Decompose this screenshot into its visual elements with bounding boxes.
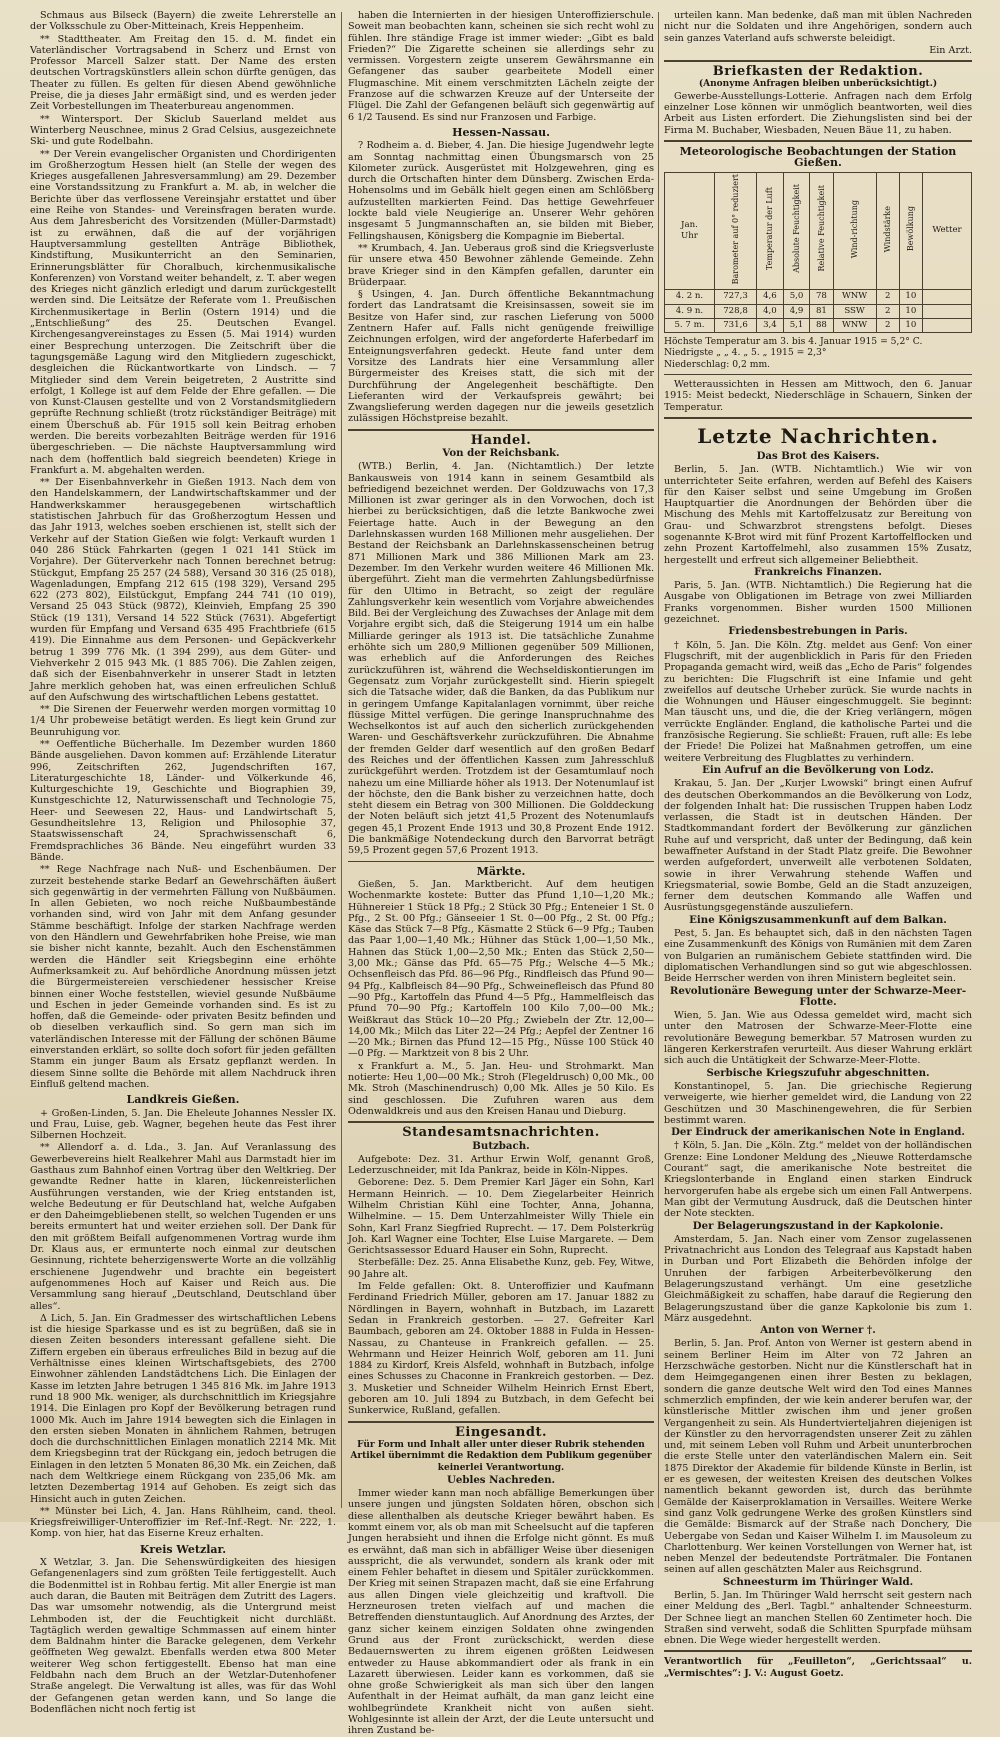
table-cell: WNW (833, 318, 876, 332)
subheading-reichsbank: Von der Reichsbank. (442, 446, 560, 459)
subheading: Frankreichs Finanzen. (754, 565, 882, 578)
table-cell: 88 (810, 318, 833, 332)
header-label: Temperatur der Luft (765, 187, 775, 271)
briefkasten-note: (Anonyme Anfragen bleiben unberücksichtigt.) (698, 79, 938, 90)
weather-header-cell (714, 172, 756, 290)
article-paragraph: Wien, 5. Jan. Wie aus Odessa gemeldet wird, macht sich unter den Matrosen der Schwarze-Meer-Flotte eine revolutionäre Bewegung bemerkbar. 57 Matrosen wurden zu längeren Kerkerstrafen verurteilt. Aus dieser Wahrung erklärt sich auch die Untätigkeit der Schwarze-Meer-Flotte. (664, 1010, 972, 1067)
section-divider (664, 1650, 972, 1652)
article-paragraph: ** Die Sirenen der Feuerwehr werden morgen vormittag 10 1/4 Uhr probeweise betätigt werden. Es liegt kein Grund zur Beunruhigung vor. (30, 704, 336, 738)
section-heading-eingesandt: Eingesandt. (455, 1424, 547, 1440)
cell-value: 4. (675, 291, 684, 302)
header-label: Relative Feuchtigkeit (816, 185, 826, 273)
table-cell (665, 318, 715, 332)
article-paragraph: (WTB.) Berlin, 4. Jan. (Nichtamtlich.) Der letzte Bankausweis von 1914 kann in seinem Gesamtbild als befriedigend bezeichnet werden. Der Goldzuwachs von 17,3 Millionen ist zwar geringer als in den Vorwochen, doch ist hierbei zu berücksichtigen, daß die letzte Bankwoche zwei Feiertage hatte. Auch in der Bewegung an den Darlehnskassen wurden 168 Millionen mehr ausgeliehen. Der Bestand der Reichsbank an Darlehnskassenscheinen betrug 871 Millionen Mark und 386 Millionen Mark am 23. Dezember. Im den Verkehr wurden weitere 46 Millionen Mk. übergeführt. Zieht man die vermehrten Zahlungsbedürfnisse für den Ultimo in Betracht, so zeigt der reguläre Zahlungsverkehr kein wesentlich vom Vorjahre abweichendes Bild. Bei der Vergleichung des Zuwachses der Anlage mit dem Vorjahre ergibt sich, daß die Steigerung 1914 um ein halbe Milliarde geringer als 1913 ist. Die tatsächliche Zunahme erhöhte sich um 280,9 Millionen gegenüber 509 Millionen, was erheblich auf die Anforderungen des Reiches zurückzuführen ist, während die Wechseldiskontierungen im Gegensatz zum Vorjahr zurückgestellt sind. Hierin spiegelt sich die Tatsache wider, daß die Banken, da das Publikum nur in geringem Umfange Kapitalanlagen vornimmt, über reiche flüssige Mittel verfügen. Die geringe Inanspruchnahme des Wechselkontos ist auf auch den sicherlich zurückgehenden Waren- und Geschäftsverkehr zurückzuführen. Die Abnahme der fremden Gelder darf wesentlich auf den großen Bedarf des Reiches und der öffentlichen Kassen zum Jahresschluß zurückgeführt werden. Trotzdem ist der Gesamtumlauf noch nahezu um eine Milliarde höher als 1913. Der Notenumlauf ist der höchste, den die Bank bisher zu verzeichnen hatte, doch steht diesem ein Betrag von 300 Millionen. Die Golddeckung der Noten beläuft sich jetzt 41,5 Prozent des Notenumlaufs gegen 45,1 Prozent Ende 1913 und 30,8 Prozent Ende 1912. Die bankmäßige Notendeckung durch den Barvorrat beträgt 59,5 Prozent gegen 57,6 Prozent 1913. (348, 461, 654, 857)
article-paragraph: Krakau, 5. Jan. Der „Kurjer Lwowski“ bringt einen Aufruf des deutschen Oberkommandos an die Bevölkerung von Lodz, der folgenden Inhalt hat: Die russischen Truppen haben Lodz verlassen, die Stadt ist in deutschen Händen. Der Stadtkommandant fordert der Bevölkerung zur gänzlichen Ruhe auf und verspricht, daß unter der Bedingung, daß kein bewaffneter Aufstand in der Stadt Platz greife. Die Bewohner werden aufgefordert, unverweilt alle verbotenen Soldaten, sowie in ihrer Verwahrung stehende Waffen und Kriegsmaterial, sowie Bombe, Geld an die Stadt anzuzeigen, ferner dem deutschen Kommando alle Waffen und Ausrüstungsgegenstände auszuliefern. (664, 778, 972, 914)
article-paragraph: Χ Wetzlar, 3. Jan. Die Sehenswürdigkeiten des hiesigen Gefangenenlagers sind zum größten Teile fertiggestellt. Auch die Bodenmittel ist in Rohbau fertig. Mit aller Energie ist man auch daran, die Bauten mit Beiträgen dem Zutritt des Lagers. Das war umsomehr notwendig, als die Untergrund meist Lehmboden ist, der die Feuchtigkeit nicht durchläßt. Tagtäglich werden gewaltige Schmmassen auf einem hinter dem Baldnahm hinter die Baracke gelegenen, dem Verkehr geöffneten Weg gewalzt. Ebenfalls werden etwa 800 Meter weiterer Weg schon fertiggestellt. Ebenso hat man eine Feldbahn nach dem Bruch an der Wetzlar-Dutenhofener Straße angelegt. Die Verwaltung ist alles, was für das Wohl der Gefangenen getan werden kann, und So lange die Bodenflächen nicht noch fertig ist (30, 1557, 336, 1715)
table-cell: 2 (876, 304, 899, 318)
weather-header-cell (783, 172, 810, 290)
header-label: Wetter (932, 225, 962, 236)
subheading: Das Brot des Kaisers. (756, 449, 880, 462)
subheading: Ein Aufruf an die Bevölkerung von Lodz. (702, 763, 934, 776)
section-divider (664, 417, 972, 419)
column-rule (658, 12, 659, 1508)
footer-responsible-editor: Verantwortlich für „Feuilleton“, „Gerichtssaal“ u. „Vermischtes“: J. V.: August Goetz. (664, 1656, 972, 1679)
section-divider (664, 60, 972, 62)
table-cell: 4,0 (757, 304, 784, 318)
section-divider (348, 1121, 654, 1123)
article-paragraph: Δ Lich, 5. Jan. Ein Gradmesser des wirtschaftlichen Lebens ist die hiesige Sparkasse und es ist zu begrüßen, daß sie in diesen Zeiten besonders interessant gefallene sieht. Die Ziffern ergeben ein überaus erfreuliches Bild in bezug auf die Verhältnisse eines kleinen Wirtschaftsgebiets, des 2700 Einwohner zählenden Landstädtchens Lich. Die Einlagen der Kasse im letzten Jahre betrugen 1 345 816 Mk. im Jahre 1913 rund 18 900 Mk. weniger, als durchschnittlich im Kriegsjahre 1914. Die Einlagen pro Kopf der Bevölkerung betragen rund 1000 Mk. Auch im Jahre 1914 bewegten sich die Einlagen in den ersten sieben Monaten in ähnlichem Rahmen, betrugen doch die durchschnittlichen Einlagen monatlich 2214 Mk. Mit dem Kriegsbeginn trat der Rückgang ein, jedoch betrugen die Einlagen in den letzten 5 Monaten 86,30 Mk. ein Zeichen, daß nach dem Weltkriege einem Rückgang von 235,06 Mk. am letzten Dezembertag 1914 auf Gehoben. Es zeigt sich das Hinsicht auch in guten Zeichen. (30, 1312, 336, 1505)
subheading: Der Eindruck der amerikanischen Note in England. (671, 1126, 965, 1139)
subheading: Der Belagerungszustand in der Kapkolonie. (692, 1219, 944, 1232)
section-heading-wetter: Meteorologische Beobachtungen der Station Gießen. (679, 144, 957, 170)
table-cell: 10 (899, 304, 922, 318)
cell-value: 2 n. (686, 291, 704, 302)
article-paragraph: urteilen kann. Man bedenke, daß man mit üblen Nachreden nicht nur die Soldaten und ihre Angehörigen, sondern auch sein ganzes Vaterland aufs schwerste beleidigt. (664, 10, 972, 44)
table-cell (665, 290, 715, 304)
table-row (665, 318, 972, 332)
article-paragraph: ** Krumbach, 4. Jan. Ueberaus groß sind die Kriegsverluste für unsere etwa 450 Bewohner zählende Gemeinde. Zehn brave Krieger sind in den Kämpfen gefallen, darunter ein Brüderpaar. (348, 242, 654, 288)
article-paragraph: ? Rodheim a. d. Bieber, 4. Jan. Die hiesige Jugendwehr legte am Sonntag nachmittag einen Übungsmarsch von 25 Kilometer zurück. Ausgerüstet mit Holzgewehren, ging es durch die Ortschaften hinter dem Dünsberg. Zwischen Erda-Hohensolms und im Gebälk hielt gegen einen am Schlößberg aufzustellten markierten Feind. Das hettige Gewehrfeuer lockte bald viele Neugierige an. Unserer Wehr gehören insgesamt 5 Jungmannschaften an, sie bilden mit Bieber, Fellingshausen, Königsberg die Kompagnie im Biebertal. (348, 140, 654, 242)
section-heading-landkreis: Landkreis Gießen. (126, 1093, 240, 1107)
weather-header-cell (876, 172, 899, 290)
article-paragraph: ** Allendorf a. d. Lda., 3. Jan. Auf Veranlassung des Gewerbevereins hielt Realkehrer Mahl aus Darmstadt hier im Gasthaus zum Bahnhof einen Vortrag über den Weltkrieg. Der gewandte Redner hatte in klaren, lückenreisterlichen Ausführungen verstanden, wie der Krieg entstanden ist, welche Bedeutung er für Deutschland hat, welche Aufgaben er den Daheimgebliebenen stellt, so welchen Tugenden er uns bereits ermuntert hat und weiter erziehen soll. Der Dank für den mit größtem Beifall aufgenommenen Vortrag wurde ihm Dr. Klaus aus, er ermunterte noch einmal zur deutschen Gesinnung, richtete beherzigenswerte Worte an die vollzählig erschienene Jugendwehr und brachte ein begeistert aufgenommenes Hoch auf Kaiser und Reich aus. Die Versammlung sang hierauf „Deutschland, Deutschland über alles“. (30, 1142, 336, 1312)
table-cell: 78 (810, 290, 833, 304)
weather-header-cell (899, 172, 922, 290)
article-paragraph: Sterbefälle: Dez. 25. Anna Elisabethe Kunz, geb. Fey, Witwe, 90 Jahre alt. (348, 1257, 654, 1280)
table-cell: 5,0 (783, 290, 810, 304)
cell-value: 7 m. (685, 319, 705, 330)
table-cell: 4,6 (757, 290, 784, 304)
article-paragraph: Pest, 5. Jan. Es behauptet sich, daß in den nächsten Tagen eine Zusammenkunft des Königs von Rumänien mit dem Zaren von Bulgarien an rumänischem Gebiete stattfinden wird. Die diplomatischen Verhandlungen sind so gut wie abgeschlossen. Beide Herrscher werden von ihren Ministern begleitet sein. (664, 928, 972, 985)
section-heading-standesamt: Standesamtsnachrichten. (402, 1125, 600, 1141)
table-cell: SSW (833, 304, 876, 318)
article-paragraph: haben die Internierten in der hiesigen Unteroffizierschule. Soweit man beobachten kann, scheinen sie sich recht wohl zu fühlen. Ihre ständige Frage ist immer wieder: „Gibt es bald Frieden?“ Die Zigarette scheinen sie allerdings sehr zu vermissen. Vorgestern zeigte unserem Gewährsmanne ein Gefangener das sauber gearbeitete Modell einer Flugmaschine. Mit einem verschmitzten Lächeln zeigte der Franzose auf die schwarzen Kreuze auf der Unterseite der Flügel. Die Zahl der Gefangenen beläuft sich gegenwärtig auf 6 1/2 Tausend. Es sind nur Franzosen und Farbige. (348, 10, 654, 123)
weather-header-cell (833, 172, 876, 290)
article-paragraph: Amsterdam, 5. Jan. Nach einer vom Zensor zugelassenen Privatnachricht aus London des Telegraaf aus Kapstadt haben in Durban und Port Elizabeth die Behörden infolge der Unruhen der farbigen Arbeiterbevölkerung den Belagerungszustand verhängt. Um eine gesetzliche Gleichmäßigkeit zu schaffen, habe darauf die Regierung den Belagerungszustand über die ganze Kapkolonie bis zum 1. März ausgedehnt. (664, 1233, 972, 1324)
article-paragraph: ** Der Eisenbahnverkehr in Gießen 1913. Nach dem von den Handelskammern, der Landwirtschaftskammer und der Handwerkskammer herausgegebenen wirtschaftlich statistischen Jahrbuch für das Großherzogtum Hessen und das Jahr 1913, welches soeben erschienen ist, stellt sich der Verkehr auf der Station Gießen wie folgt: Verkauft wurden 1 040 286 Stück Fahrkarten (gegen 1 021 141 Stück im Vorjahre). Der Güterverkehr nach Tonnen berechnet betrug: Stückgut, Empfang 25 257 (24 588), Versand 30 316 (25 018), Wagenladungen, Empfang 212 615 (198 329), Versand 295 622 (273 802), Eilstückgut, Empfang 244 741 (10 019), Versand 25 043 Stück (9872), Kleinvieh, Empfang 25 390 Stück (19 131), Versand 14 522 Stück (7631). Abgefertigt wurden für Empfang und Versand 635 495 Frachtbriefe (615 419). Die Einnahme aus dem Personen- und Gepäckverkehr betrug 1 399 776 Mk. (1 394 299), aus dem Güter- und Viehverkehr 2 015 943 Mk. (1 885 706). Die Zahlen zeigen, daß sich der Eisenbahnverkehr in unserer Stadt in letzten Jahre merklich gehoben hat, was einen erfreulichen Schluß auf den Aufschwung des wirtschaftlichen Lebens gestattet. (30, 477, 336, 703)
article-paragraph: Berlin, 5. Jan. (WTB. Nichtamtlich.) Wie wir von unterrichteter Seite erfahren, werden auf Befehl des Kaisers für den Kaiser selbst und seine Umgebung im Großen Hauptquartier die Anordnungen der Behörden über die Mischung des Mehls mit Kartoffelzusatz zur Bereitung von Grau- und Schwarzbrot strengstens befolgt. Dieses sogenannte K-Brot wird mit fünf Prozent Kartoffelflocken und zehn Prozent Kartoffelmehl, also zusammen 15% Zusatz, hergestellt und erfreut sich allgemeiner Beliebtheit. (664, 464, 972, 566)
weather-table (664, 172, 972, 334)
weather-header-cell (923, 172, 972, 290)
article-paragraph: Immer wieder kann man noch abfällige Bemerkungen über unsere jungen und jüngsten Soldaten hören, obschon sich diese allenthalben als deutsche Krieger bewährt haben. Es kommt einem vor, als ob man mit Scheelsucht auf die tapferen Jungen herabsieht und ihnen die Erfolge nicht gönnt. Es muß es erwähnt, daß man sich in abfälliger Weise über diesenigen ausspricht, die als verwundet, sondern als krank oder mit einem Fehler behaftet in diesem und Spitäler zurückkommen. Der Krieg mit seinen Strapazen macht, daß sie eine Erfahrung aus allen Dingen viele gleichzeitig und kraftvoll. Die Herzneurosen treten vielfach auf und machen die Betreffenden dienstuntauglich. Auf Anordnung des Arztes, der ganz sicher keinem einzigen Soldaten ohne zwingenden Grund aus der Front zurückschickt, werden diese Bedauernswerten zu ihrem eigenen größten Leidwesen entweder zu Hause abkommandiert oder als frank in ein Lazarett überwiesen. Leider kann es vorkommen, daß sie ohne große Schwierigkeit als man sich über den langen Aufenthalt in der Heimat aufhält, da man ganz leicht eine wohlbegründete Krankheit nicht von außen sieht. Wohlgesinnte ist allein der Arzt, der die Leute untersucht und ihren Zustand be- (348, 1488, 654, 1737)
weather-header-cell (810, 172, 833, 290)
subheading: Schneesturm im Thüringer Wald. (722, 1575, 914, 1588)
article-paragraph: ** Oeffentliche Bücherhalle. Im Dezember wurden 1860 Bände ausgeliehen. Davon kommen auf: Erzählende Literatur 996, Zeitschriften 262, Jugendschriften 167, Literaturgeschichte 18, Länder- und Völkerkunde 46, Kulturgeschichte 19, Geschichte und Biographien 39, Kunstgeschichte 12, Naturwissenschaft und Technologie 75, Heer- und Seewesen 22, Haus- und Landwirtschaft 5, Gesundheitslehre 13, Religion und Philosophie 37, Staatswissenschaft 24, Sprachwissenschaft 6, Fremdsprachliches 36 Bände. Neu eingeführt wurden 33 Bände. (30, 739, 336, 863)
table-cell: 4,9 (783, 304, 810, 318)
section-heading-maerkte: Märkte. (476, 864, 526, 878)
article-paragraph: Schmaus aus Bilseck (Bayern) die zweite Lehrerstelle an der Volksschule zu Ober-Mitteinach, Kreis Heppenheim. (30, 10, 336, 33)
weather-header-cell (665, 172, 715, 290)
section-divider (348, 861, 654, 862)
header-label: Barometer auf 0° reduziert (730, 173, 740, 284)
article-paragraph: Konstantinopel, 5. Jan. Die griechische Regierung verweigerte, wie hierher gemeldet wird, die Landung von 22 Geschützen und 30 Maschinengewehren, die für Serbien bestimmt waren. (664, 1080, 972, 1126)
subheading: Friedensbestrebungen in Paris. (728, 625, 908, 638)
section-heading-kreis-wetzlar: Kreis Wetzlar. (139, 1542, 227, 1556)
header-label: Windstärke (883, 205, 893, 252)
article-paragraph: Im Felde gefallen: Okt. 8. Unteroffizier und Kaufmann Ferdinand Friedrich Müller, geboren am 17. Januar 1882 zu Nördlingen in Bayern, wohnhaft in Butzbach, im Lazarett Sedan in Frankreich gestorben. — 27. Gefreiter Karl Baumbach, geboren am 24. Oktober 1888 in Fulda in Hessen-Nassau, zu Chanteuse in Frankreich gefallen. — 25. Wehrmann und Heizer Heinrich Wolf, geboren am 11. Juni 1884 zu Kirdorf, Kreis Alsfeld, wohnhaft in Butzbach, infolge eines Schusses zu Chaconne in Frankreich gestorben. — Dez. 3. Musketier und Schneider Wilhelm Heinrich Ernst Ebert, geboren am 10. Juli 1894 zu Butzbach, in dem Gefecht bei Sunkerwice, Rußland, gefallen. (348, 1281, 654, 1417)
cell-value: 9 n. (686, 305, 704, 316)
column-1 (30, 10, 336, 1715)
article-paragraph: Gießen, 5. Jan. Marktbericht. Auf dem heutigen Wochenmarkte kostete: Butter das Pfund 1,10—1,20 Mk.; Hühnereier 1 Stück 18 Pfg.; 2 Stück 30 Pfg.; Enteneier 1 St. 0 Pfg., 2 St. 00 Pfg.; Gänseeier 1 St. 0—00 Pfg., 2 St. 00 Pfg.; Käse das Stück 7—8 Pfg., Käsmatte 2 Stück 6—9 Pfg.; Tauben das Paar 1,00—1,40 Mk.; Hühner das Stück 1,00—1,50 Mk., Hahnen das Stück 1,00—2,50 Mk.; Enten das Stück 2,50—3,00 Mk.; Gänse das Pfd. 65—75 Pfg.; Welsche 4—5 Mk.; Ochsenfleisch das Pfd. 86—96 Pfg., Rindfleisch das Pfund 90—94 Pfg., Kalbfleisch 84—90 Pfg., Schweinefleisch das Pfund 80—90 Pfg., Kartoffeln das Pfund 4—5 Pfg., Hammelfleisch das Pfund 70—90 Pfg.; Kartoffeln 100 Kilo 7,00—00 Mk.; Weißkraut das Stück 10—20 Pfg.; Zwiebeln der Ztr. 12,00—14,00 Mk.; Milch das Liter 22—24 Pfg.; Aepfel der Zentner 16—20 Mk.; Birnen das Pfund 12—15 Pfg., Nüsse 100 Stück 40—0 Pfg. — Marktzeit von 8 bis 2 Uhr. (348, 878, 654, 1060)
article-paragraph: ** Rege Nachfrage nach Nuß- und Eschenbäumen. Der zurzeit bestehende starke Bedarf an Gewehrschäften äußert sich gegenwärtig in der vermehrten Fällung von Nußbäumen. In allen Gebieten, wo noch reiche Nußbaumbestände vorhanden sind, wird von Jahr mit dem Anfang gesunder Stämme beschäftigt. Infolge der starken Nachfrage werden von den Händlern und Gewehrfabriken hohe Preise, wie man sie bisher nicht kannte, bezahlt. Auch den Eschenstämmen werden die Händler seit Kriegsbeginn eine erhöhte Aufmerksamkeit zu. Auf behördliche Anordnung müssen jetzt die Bürgermeistereien verschiedener hessischer Kreise binnen einer Woche feststellen, wieviel gesunde Nußbäume und Eschen in jeder Gemeinde vorhanden sind. Es ist zu hoffen, daß die Gemeinde- oder privaten Besitz befinden und ob dieselben verkauflich sind. So gern man sich im vaterländischen Interesse mit der Fällung der schönen Bäume einverstanden erklärt, so sollte doch sofort für jeden gefällten Stamm ein junger Baum als Ersatz gepflanzt werden. In diesem Sinne sollte die Behörde mit allem Nachdruck ihren Einfluß geltend machen. (30, 864, 336, 1090)
article-paragraph: Berlin, 5. Jan. Im Thüringer Wald herrscht seit gestern nach einer Meldung des „Berl. Tagbl.“ anhaltender Schneesturm. Der Schnee liegt an manchen Stellen 60 Zentimeter hoch. Die Straßen sind verweht, sodaß die Schlitten Spurpfade mühsam ebnen. Die Wege wieder hergestellt werden. (664, 1590, 972, 1647)
header-label: Absolute Feuchtigkeit (791, 184, 801, 274)
section-divider (348, 429, 654, 431)
column-2 (348, 10, 654, 1737)
subheading: Serbische Kriegszufuhr abgeschnitten. (706, 1066, 930, 1079)
table-cell: 727,3 (714, 290, 756, 304)
table-cell: WNW (833, 290, 876, 304)
weather-forecast: Wetteraussichten in Hessen am Mittwoch, den 6. Januar 1915: Meist bedeckt, Niederschläge in Schauern, Sinken der Temperatur. (664, 379, 972, 413)
article-paragraph: ** Münster bei Lich, 4. Jan. Hans Rühlheim, cand. theol. Kriegsfreiwilliger-Unteroffizier im Ref.-Inf.-Regt. Nr. 222, 1. Komp. von hier, hat das Eiserne Kreuz erhalten. (30, 1505, 336, 1540)
weather-stat: Höchste Temperatur am 3. bis 4. Januar 1915 = 5,2° C. (664, 336, 923, 348)
header-label: Jan. (681, 219, 698, 230)
header-label: Bewölkung (906, 206, 916, 252)
table-cell: 5,1 (783, 318, 810, 332)
article-paragraph: x Frankfurt a. M., 5. Jan. Heu- und Strohmarkt. Man notierte: Heu 1,00—00 Mk.; Stroh (Flegeldrusch) 0,00 Mk., 00 Mk. Stroh (Maschinendrusch) 0,00 Mk. Alles je 50 Kilo. Es sind geschlossen. Die Zufuhren waren aus dem Odenwaldkreis und aus den Kreisen Hanau und Dieburg. (348, 1060, 654, 1117)
subheading: Revolutionäre Bewegung unter der Schwarze-Meer-Flotte. (669, 984, 967, 1008)
signature: Ein Arzt. (929, 44, 972, 56)
section-divider (664, 374, 972, 375)
section-heading-hessen-nassau: Hessen-Nassau. (452, 125, 550, 139)
weather-header-row (665, 172, 972, 290)
table-cell: 3,4 (757, 318, 784, 332)
table-cell (923, 318, 972, 332)
article-paragraph: † Köln, 5. Jan. Die Köln. Ztg. meldet aus Genf: Von einer Flugschrift, mit der augenblicklich in Paris für den Frieden Propaganda gemacht wird, weiß das „Echo de Paris“ folgendes zu berichten: Die Flugschrift ist eine Infamie und geht zweifellos auf deutsche Urheber zurück. Sie wurde nachts in die Wohnungen und Häuser eingeschmuggelt. Sie beginnt: Man täuscht uns, und die, die der Krieg verlängern, mögen verrückte Engländer. England, die katholische Partei und die französische Regierung. Sie schließt: Frauen, ruft alle: Es lebe der Friede! Die Polizei hat Maßnahmen getroffen, um eine weitere Verbreitung des Flugblattes zu verhindern. (664, 639, 972, 764)
section-divider (348, 1421, 654, 1423)
table-cell: 2 (876, 290, 899, 304)
table-cell (923, 290, 972, 304)
article-paragraph: Gewerbe-Ausstellungs-Lotterie. Anfragen nach dem Erfolg einzelner Lose können wir unmöglich beantworten, weil dies Arbeit aus Listen erfordert. Die Ziehungslisten sind bei der Firma M. Buchaber, Wiesbaden, Neuen Bäue 11, zu haben. (664, 90, 972, 136)
subheading: Anton von Werner †. (760, 1324, 876, 1337)
column-rule (341, 12, 342, 1508)
subheading-butzbach: Butzbach. (472, 1139, 530, 1152)
article-paragraph: Paris, 5. Jan. (WTB. Nichtamtlich.) Die Regierung hat die Ausgabe von Obligationen im Betrage von zwei Milliarden Franks vorgenommen. Bisher wurden 1500 Millionen gezeichnet. (664, 580, 972, 626)
table-row (665, 290, 972, 304)
header-label: Wind-richtung (849, 199, 859, 258)
article-paragraph: Geborene: Dez. 5. Dem Premier Karl Jäger ein Sohn, Karl Hermann Heinrich. — 10. Dem Ziegelarbeiter Heinrich Wilhelm Christian Kühl eine Tochter, Anna, Johanna, Wilhelmine. — 15. Dem Unterzahlmeister Willy Thiele ein Sohn, Karl Franz Siegfried Ruprecht. — 17. Dem Polsterkrüg Joh. Karl Wagner eine Tochter, Else Luise Margarete. — Dem Gerichtsassessor Eduard Hauser ein Sohn, Ruprecht. (348, 1177, 654, 1257)
table-cell: 2 (876, 318, 899, 332)
article-paragraph: ** Stadttheater. Am Freitag den 15. d. M. findet ein Vaterländischer Vortragsabend in Scherz und Ernst von Professor Marcell Salzer statt. Der Name des ersten deutschen Vortragskünstlers allein schon dürfte genügen, das Theater zu füllen. Es gelten für diesen Abend gewöhnliche Preise, die ja dieses Jahr ermäßigt sind, und es werden jeder Zeit Vorbestellungen im Theaterbureau angenommen. (30, 33, 336, 113)
section-heading-letzte-nachrichten: Letzte Nachrichten. (697, 423, 939, 448)
cell-value: 5. (674, 319, 683, 330)
subheading-uebles-nachreden: Uebles Nachreden. (446, 1473, 556, 1486)
article-paragraph: + Großen-Linden, 5. Jan. Die Eheleute Johannes Nessler IX. und Frau, Luise, geb. Wagner, begehen heute das Fest ihrer Silbernen Hochzeit. (30, 1107, 336, 1142)
article-paragraph: † Köln, 5. Jan. Die „Köln. Ztg.“ meldet von der holländischen Grenze: Eine Londoner Meldung des „Nieuwe Rotterdamsche Courant“ sagt, die amerikanische Note bestreitet die Kriegslonterbande in England einen starken Eindruck hervorgerufen habe als ergebe sich um einen Fall Antwerpens. Man gibt der Vermutung Ausdruck, daß die Deutschen hinter der Note steckten. (664, 1140, 972, 1220)
article-paragraph: Aufgebote: Dez. 31. Arthur Erwin Wolf, genannt Groß, Lederzuschneider, mit Ida Pankraz, beide in Köln-Nippes. (348, 1153, 654, 1177)
article-paragraph: ** Wintersport. Der Skiclub Sauerland meldet aus Winterberg Neuschnee, minus 2 Grad Celsius, ausgezeichnete Ski- und gute Rodelbahn. (30, 113, 336, 148)
table-cell: 728,8 (714, 304, 756, 318)
column-3 (664, 10, 972, 1679)
disclaimer-note: Für Form und Inhalt aller unter dieser Rubrik stehenden Artikel übernimmt die Redaktion dem Publikum gegenüber keinerlei Verantwortung. (350, 1439, 652, 1473)
weather-stat: Niedrigste „ „ 4. „ 5. „ 1915 = 2,3° (664, 347, 827, 359)
table-cell (923, 304, 972, 318)
article-paragraph: Berlin, 5. Jan. Prof. Anton von Werner ist gestern abend in seinem Berliner Heim im Alter von 72 Jahren an Herzschwäche gestorben. Nicht nur die Künstlerschaft hat in dem Heimgegangenen einen ihrer Besten zu beklagen, sondern die ganze deutsche Welt wird den Tod eines Mannes schmerzlich empfinden, der wie kein anderer berufen war, der künstlerische Mittler zwischen ihm und jener großen Vergangenheit zu sein. Als Hundertvierteljahren diejenigen ist der Künstler zu den hervorragendsten unserer Zeit zu zählen und, mit seinem Leben voll Ruhm und Arbeit ununterbrochen die erste Stelle unter den vaterländischen Malern ein. Seit 1875 Direktor der Akademie für bildende Künste in Berlin, ist er es gewesen, der weitesten Kreisen des deutschen Volkes namentlich bekannt geworden ist, durch das berühmte Gemälde der Kaiserproklamation in Versailles. Weitere Werke sind ganz Volk gedrungene Werke des großen Künstlers sind die Gemälde: Bismarck auf der Straße nach Donchery, Die Uebergabe von Sedan und Kaiser Wilhelm I. im Mausoleum zu Charlottenburg. Wer keinen Vorstellungen von Werner hat, ist neben Menzel der bedeutendste Porträtmaler. Die Fontanen seinen auf allen geschätzten Maler aus Reichsgrund. (664, 1338, 972, 1576)
section-heading-briefkasten: Briefkasten der Redaktion. (712, 64, 924, 80)
weather-stat: Niederschlag: 0,2 mm. (664, 358, 771, 370)
table-cell: 731,6 (714, 318, 756, 332)
table-cell: 10 (899, 290, 922, 304)
cell-value: 4. (675, 305, 684, 316)
weather-header-cell (757, 172, 784, 290)
subheading: Eine Königszusammenkunft auf dem Balkan. (689, 913, 947, 926)
table-cell: 10 (899, 318, 922, 332)
table-cell (665, 304, 715, 318)
article-paragraph: § Usingen, 4. Jan. Durch öffentliche Bekanntmachung fordert das Landratsamt die Kreisinsassen, soweit sie im Besitze von Hafer sind, zur raschen Lieferung von 5000 Zentnern Hafer auf. Falls nicht genügende freiwillige Zeichnungen erfolgen, wird der angeforderte Haferbedarf im Enteignungsverfahren gedeckt. Heute fand unter dem Vorsitze des Landrats hier eine Versammlung aller Bürgermeister des Kreises statt, die sich mit der Durchführung der Angelegenheit beschäftigte. Den Lieferanten wird der Verkaufspreis gewährt; bei Zwangslieferung werden dagegen nur die jeweils gesetzlich zulässigen Höchstpreise bezahlt. (348, 289, 654, 425)
header-sublabel: Uhr (681, 230, 698, 241)
table-cell: 81 (810, 304, 833, 318)
section-divider (664, 140, 972, 142)
table-row (665, 304, 972, 318)
section-heading-handel: Handel. (470, 432, 532, 448)
article-paragraph: ** Der Verein evangelischer Organisten und Chordirigenten im Großherzogtum Hessen hielt (an Stelle der wegen des Krieges ausgefallenen Jahresversammlung) am 29. Dezember eine Vorstandssitzung zu Frankfurt a. M. ab, in welcher die Berichte über das verflossene Vereinsjahr erstattet und über eine Reihe von Standes- und Vereinsfragen beraten wurde. Aus dem Jahresbericht des Vorsitzenden (Müller-Darmstadt) ist zu erwähnen, daß die auf der vorjährigen Hauptversammlung gestellten Anträge Bibliothek, Kindstiftung, Musikunterricht an den Seminarien, Erinnerungsblätter für Choralbuch, kirchenmusikalische Konferenzen) von Vorstand weiter behandelt, z. T. aber wegen des Krieges nicht gänzlich erledigt und darum zurückgestellt werden sind. Die Leitsätze der Referate vom 1. Preußischen Kirchenmusikertage in Berlin (Ostern 1914) und die „Entschließung“ des 25. Deutschen Evangel. Kirchengesangvereinstages zu Essen (5. Mai 1914) wurden einer Besprechung unterzogen. Die Zeitschrift über die tagungsgemäße Lagung wird den Mitgliedern zugeschickt, desgleichen die Rückantwortkarte von Lindsch. — 7 Mitglieder sind dem Verein beigetreten, 2 Austritte sind erfolgt, 1 Kollege ist auf dem Felde der Ehre gefallen. — Die von Kunst-Clausen gestellte und von 2 Vorstandsmitgliedern geprüfte Rechnung schließt (trotz rückständiger Beiträge) mit einem Überschuß ab. Für 1915 soll kein Beitrag erhoben werden. Die bereits vorbezahlten Beiträge werden für 1916 übergeschrieben. — Die nächste Hauptversammlung wird nach dem (hoffentlich bald siegreich beendeten) Kriege in Frankfurt a. M. abgehalten werden. (30, 148, 336, 476)
